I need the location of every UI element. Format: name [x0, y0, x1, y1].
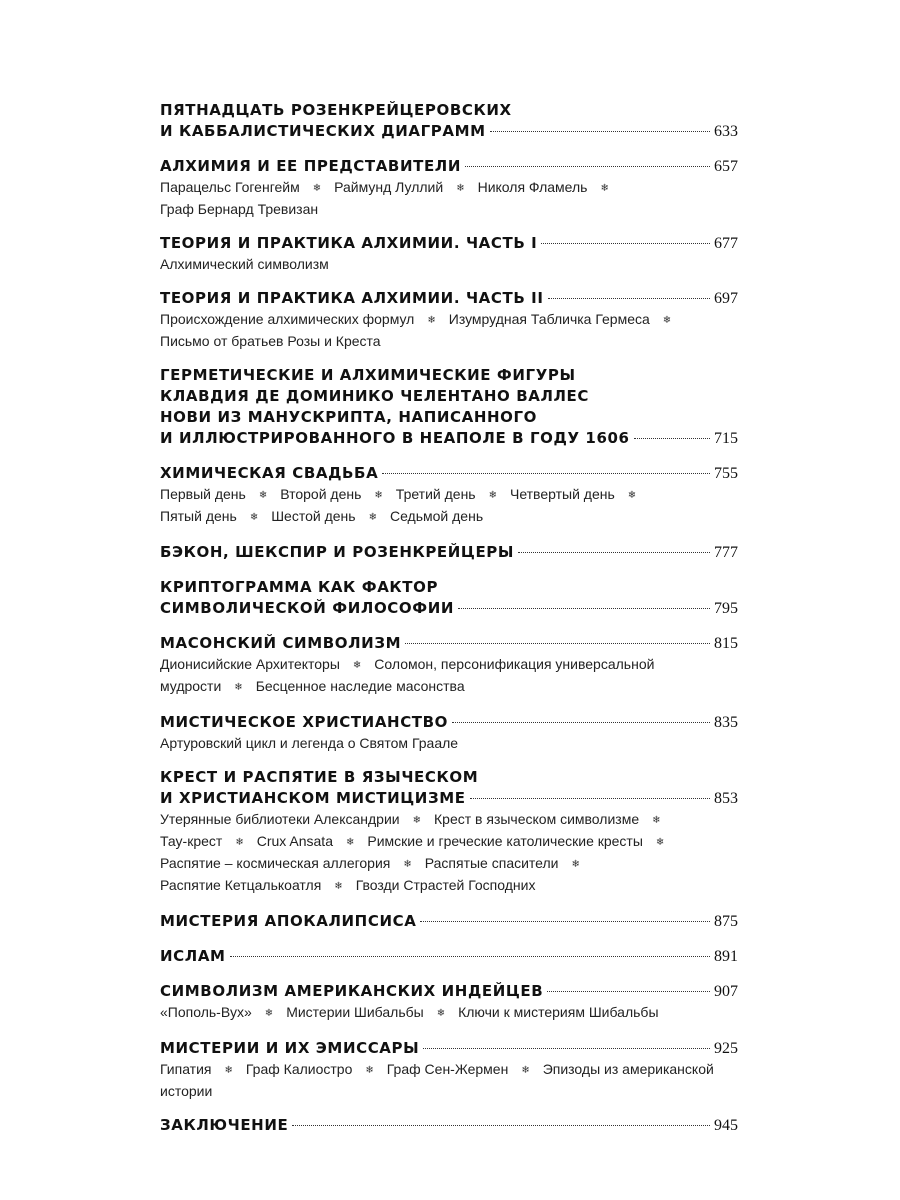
snowflake-ornament-icon: ❄	[571, 859, 580, 870]
chapter-title: И ХРИСТИАНСКОМ МИСТИЦИЗМЕ	[160, 789, 466, 807]
page-number: 657	[714, 158, 738, 175]
subsection-line	[160, 1002, 738, 1024]
toc-entry	[160, 365, 738, 449]
dot-leader	[518, 551, 710, 553]
toc-entry	[160, 1038, 738, 1101]
dot-leader	[420, 920, 710, 922]
subsection-title: Парацельс Гогенгейм	[160, 179, 300, 195]
subsection-title: «Пополь-Вух»	[160, 1004, 252, 1020]
page-number: 633	[714, 123, 738, 140]
chapter-title-line	[160, 100, 738, 121]
chapter-title: ТЕОРИЯ И ПРАКТИКА АЛХИМИИ. ЧАСТЬ I	[160, 234, 538, 252]
page-number: 755	[714, 465, 738, 482]
subsection-title: Шестой день	[271, 508, 356, 524]
subsection-line	[160, 853, 738, 875]
snowflake-ornament-icon: ❄	[488, 490, 497, 501]
page-number: 697	[714, 290, 738, 307]
subsection-list	[160, 733, 738, 753]
toc-entry	[160, 288, 738, 351]
chapter-title-line	[160, 407, 738, 428]
snowflake-ornament-icon: ❄	[345, 837, 355, 848]
chapter-title-line	[160, 767, 738, 788]
subsection-list	[160, 309, 738, 351]
subsection-title: Алхимический символизм	[160, 256, 329, 272]
chapter-title: МИСТИЧЕСКОЕ ХРИСТИАНСТВО	[160, 713, 449, 731]
toc-entry	[160, 946, 738, 967]
dot-leader	[541, 242, 710, 244]
subsection-title: Второй день	[280, 486, 362, 502]
subsection-line	[160, 809, 738, 831]
subsection-title: Первый день	[160, 486, 246, 502]
subsection-title: Гвозди Страстей Господних	[355, 877, 536, 893]
chapter-title: АЛХИМИЯ И ЕЕ ПРЕДСТАВИТЕЛИ	[160, 157, 462, 175]
subsection-title: Раймунд Луллий	[334, 179, 444, 195]
dot-leader	[292, 1124, 710, 1126]
chapter-title-line	[160, 156, 738, 177]
toc-entry	[160, 542, 738, 563]
subsection-title: Тау-крест	[160, 833, 223, 849]
subsection-line	[160, 875, 738, 897]
subsection-line	[160, 506, 738, 528]
subsection-title: Письмо от братьев Розы и Креста	[160, 333, 381, 349]
chapter-title-line	[160, 712, 738, 733]
subsection-line	[160, 676, 738, 698]
chapter-title-line	[160, 1038, 738, 1059]
subsection-title: Эпизоды из американской	[542, 1061, 714, 1077]
dot-leader	[470, 797, 710, 799]
snowflake-ornament-icon: ❄	[264, 1008, 274, 1019]
chapter-title: БЭКОН, ШЕКСПИР И РОЗЕНКРЕЙЦЕРЫ	[160, 543, 515, 561]
dot-leader	[465, 165, 710, 167]
subsection-title: истории	[160, 1083, 213, 1099]
snowflake-ornament-icon: ❄	[436, 1008, 446, 1019]
toc-entry	[160, 156, 738, 219]
subsection-title: Соломон, персонификация универсальной	[374, 656, 655, 672]
subsection-line	[160, 254, 738, 274]
subsection-list	[160, 177, 738, 219]
chapter-title: МАСОНСКИЙ СИМВОЛИЗМ	[160, 634, 402, 652]
snowflake-ornament-icon: ❄	[662, 315, 672, 326]
dot-leader	[230, 955, 710, 957]
page-number: 815	[714, 635, 738, 652]
chapter-title: КРЕСТ И РАСПЯТИЕ В ЯЗЫЧЕСКОМ	[160, 768, 479, 786]
chapter-title: ХИМИЧЕСКАЯ СВАДЬБА	[160, 464, 379, 482]
snowflake-ornament-icon: ❄	[235, 837, 244, 848]
subsection-title: Ключи к мистериям Шибальбы	[458, 1004, 659, 1020]
subsection-line	[160, 199, 738, 219]
chapter-title-line	[160, 542, 738, 563]
subsection-title: Утерянные библиотеки Александрии	[160, 811, 400, 827]
chapter-title: И ИЛЛЮСТРИРОВАННОГО В НЕАПОЛЕ В ГОДУ 1606	[160, 429, 630, 447]
chapter-title-line	[160, 633, 738, 654]
toc-entry	[160, 633, 738, 698]
snowflake-ornament-icon: ❄	[365, 1065, 374, 1076]
subsection-list	[160, 654, 738, 698]
subsection-title: Граф Сен-Жермен	[386, 1061, 509, 1077]
page-number: 891	[714, 948, 738, 965]
subsection-title: Третий день	[395, 486, 476, 502]
toc-entry	[160, 577, 738, 619]
page-number: 777	[714, 544, 738, 561]
chapter-title: ЗАКЛЮЧЕНИЕ	[160, 1116, 289, 1134]
subsection-title: Распятые спасители	[424, 855, 559, 871]
subsection-title: Распятие Кетцалькоатля	[160, 877, 322, 893]
subsection-line	[160, 831, 738, 853]
subsection-title: Бесценное наследие масонства	[255, 678, 465, 694]
chapter-title: СИМВОЛИЗМ АМЕРИКАНСКИХ ИНДЕЙЦЕВ	[160, 982, 544, 1000]
page-number: 715	[714, 430, 738, 447]
toc-entry	[160, 1115, 738, 1136]
snowflake-ornament-icon: ❄	[456, 183, 465, 194]
page-number: 945	[714, 1117, 738, 1134]
chapter-title-line	[160, 365, 738, 386]
chapter-title: МИСТЕРИЯ АПОКАЛИПСИСА	[160, 912, 417, 930]
chapter-title-line	[160, 463, 738, 484]
snowflake-ornament-icon: ❄	[403, 859, 412, 870]
dot-leader	[547, 990, 710, 992]
snowflake-ornament-icon: ❄	[368, 512, 377, 523]
dot-leader	[382, 472, 710, 474]
page-number: 907	[714, 983, 738, 1000]
subsection-title: Распятие – космическая аллегория	[160, 855, 391, 871]
toc-entry	[160, 981, 738, 1024]
chapter-title: ГЕРМЕТИЧЕСКИЕ И АЛХИМИЧЕСКИЕ ФИГУРЫ	[160, 366, 576, 384]
snowflake-ornament-icon: ❄	[249, 512, 259, 523]
subsection-line	[160, 309, 738, 331]
page-number: 925	[714, 1040, 738, 1057]
subsection-line	[160, 177, 738, 199]
dot-leader	[548, 297, 710, 299]
page-number: 875	[714, 913, 738, 930]
snowflake-ornament-icon: ❄	[652, 815, 661, 826]
chapter-title-line	[160, 598, 738, 619]
subsection-list	[160, 254, 738, 274]
chapter-title: МИСТЕРИИ И ИХ ЭМИССАРЫ	[160, 1039, 420, 1057]
subsection-title: Граф Бернард Тревизан	[160, 201, 319, 217]
snowflake-ornament-icon: ❄	[627, 490, 637, 501]
subsection-title: Изумрудная Табличка Гермеса	[448, 311, 650, 327]
table-of-contents	[160, 100, 738, 1150]
chapter-title: ПЯТНАДЦАТЬ РОЗЕНКРЕЙЦЕРОВСКИХ	[160, 101, 512, 119]
toc-entry	[160, 100, 738, 142]
subsection-title: Николя Фламель	[477, 179, 588, 195]
dot-leader	[490, 130, 710, 132]
chapter-title-line	[160, 288, 738, 309]
dot-leader	[634, 437, 710, 439]
subsection-line	[160, 733, 738, 753]
page-number: 853	[714, 790, 738, 807]
toc-entry	[160, 233, 738, 274]
page-number: 795	[714, 600, 738, 617]
snowflake-ornament-icon: ❄	[334, 881, 343, 892]
subsection-title: Происхождение алхимических формул	[160, 311, 415, 327]
chapter-title-line	[160, 1115, 738, 1136]
chapter-title: СИМВОЛИЧЕСКОЙ ФИЛОСОФИИ	[160, 599, 455, 617]
toc-entry	[160, 911, 738, 932]
chapter-title: ИСЛАМ	[160, 947, 226, 965]
toc-entry	[160, 767, 738, 897]
snowflake-ornament-icon: ❄	[312, 183, 322, 194]
subsection-list	[160, 484, 738, 528]
chapter-title-line	[160, 386, 738, 407]
subsection-title: Седьмой день	[389, 508, 484, 524]
snowflake-ornament-icon: ❄	[352, 660, 362, 671]
snowflake-ornament-icon: ❄	[374, 490, 383, 501]
subsection-title: Артуровский цикл и легенда о Святом Граале	[160, 735, 459, 751]
chapter-title-line	[160, 911, 738, 932]
subsection-title: Мистерии Шибальбы	[286, 1004, 424, 1020]
subsection-list	[160, 1002, 738, 1024]
chapter-title: НОВИ ИЗ МАНУСКРИПТА, НАПИСАННОГО	[160, 408, 537, 426]
subsection-title: мудрости	[160, 678, 222, 694]
chapter-title-line	[160, 981, 738, 1002]
snowflake-ornament-icon: ❄	[258, 490, 268, 501]
subsection-title: Граф Калиостро	[245, 1061, 353, 1077]
subsection-list	[160, 1059, 738, 1101]
subsection-title: Римские и греческие католические кресты	[367, 833, 643, 849]
snowflake-ornament-icon: ❄	[234, 682, 243, 693]
snowflake-ornament-icon: ❄	[521, 1065, 530, 1076]
snowflake-ornament-icon: ❄	[600, 183, 609, 194]
subsection-title: Crux Ansata	[256, 833, 333, 849]
chapter-title-line	[160, 577, 738, 598]
dot-leader	[458, 607, 710, 609]
subsection-line	[160, 1059, 738, 1081]
subsection-title: Гипатия	[160, 1061, 212, 1077]
chapter-title-line	[160, 121, 738, 142]
chapter-title-line	[160, 233, 738, 254]
subsection-title: Дионисийские Архитекторы	[160, 656, 340, 672]
subsection-line	[160, 654, 738, 676]
subsection-title: Четвертый день	[509, 486, 615, 502]
dot-leader	[452, 721, 710, 723]
page-number: 835	[714, 714, 738, 731]
toc-entry	[160, 463, 738, 528]
subsection-line	[160, 1081, 738, 1101]
page-number: 677	[714, 235, 738, 252]
chapter-title: И КАББАЛИСТИЧЕСКИХ ДИАГРАММ	[160, 122, 486, 140]
chapter-title-line	[160, 428, 738, 449]
snowflake-ornament-icon: ❄	[412, 815, 421, 826]
chapter-title-line	[160, 946, 738, 967]
snowflake-ornament-icon: ❄	[427, 315, 436, 326]
subsection-title: Пятый день	[160, 508, 237, 524]
subsection-title: Крест в языческом символизме	[434, 811, 640, 827]
subsection-list	[160, 809, 738, 897]
chapter-title: КРИПТОГРАММА КАК ФАКТОР	[160, 578, 439, 596]
chapter-title-line	[160, 788, 738, 809]
subsection-line	[160, 484, 738, 506]
chapter-title: КЛАВДИЯ ДЕ ДОМИНИКО ЧЕЛЕНТАНО ВАЛЛЕС	[160, 387, 590, 405]
dot-leader	[405, 642, 710, 644]
dot-leader	[423, 1047, 710, 1049]
snowflake-ornament-icon: ❄	[224, 1065, 233, 1076]
snowflake-ornament-icon: ❄	[655, 837, 665, 848]
toc-entry	[160, 712, 738, 753]
chapter-title: ТЕОРИЯ И ПРАКТИКА АЛХИМИИ. ЧАСТЬ II	[160, 289, 544, 307]
subsection-line	[160, 331, 738, 351]
